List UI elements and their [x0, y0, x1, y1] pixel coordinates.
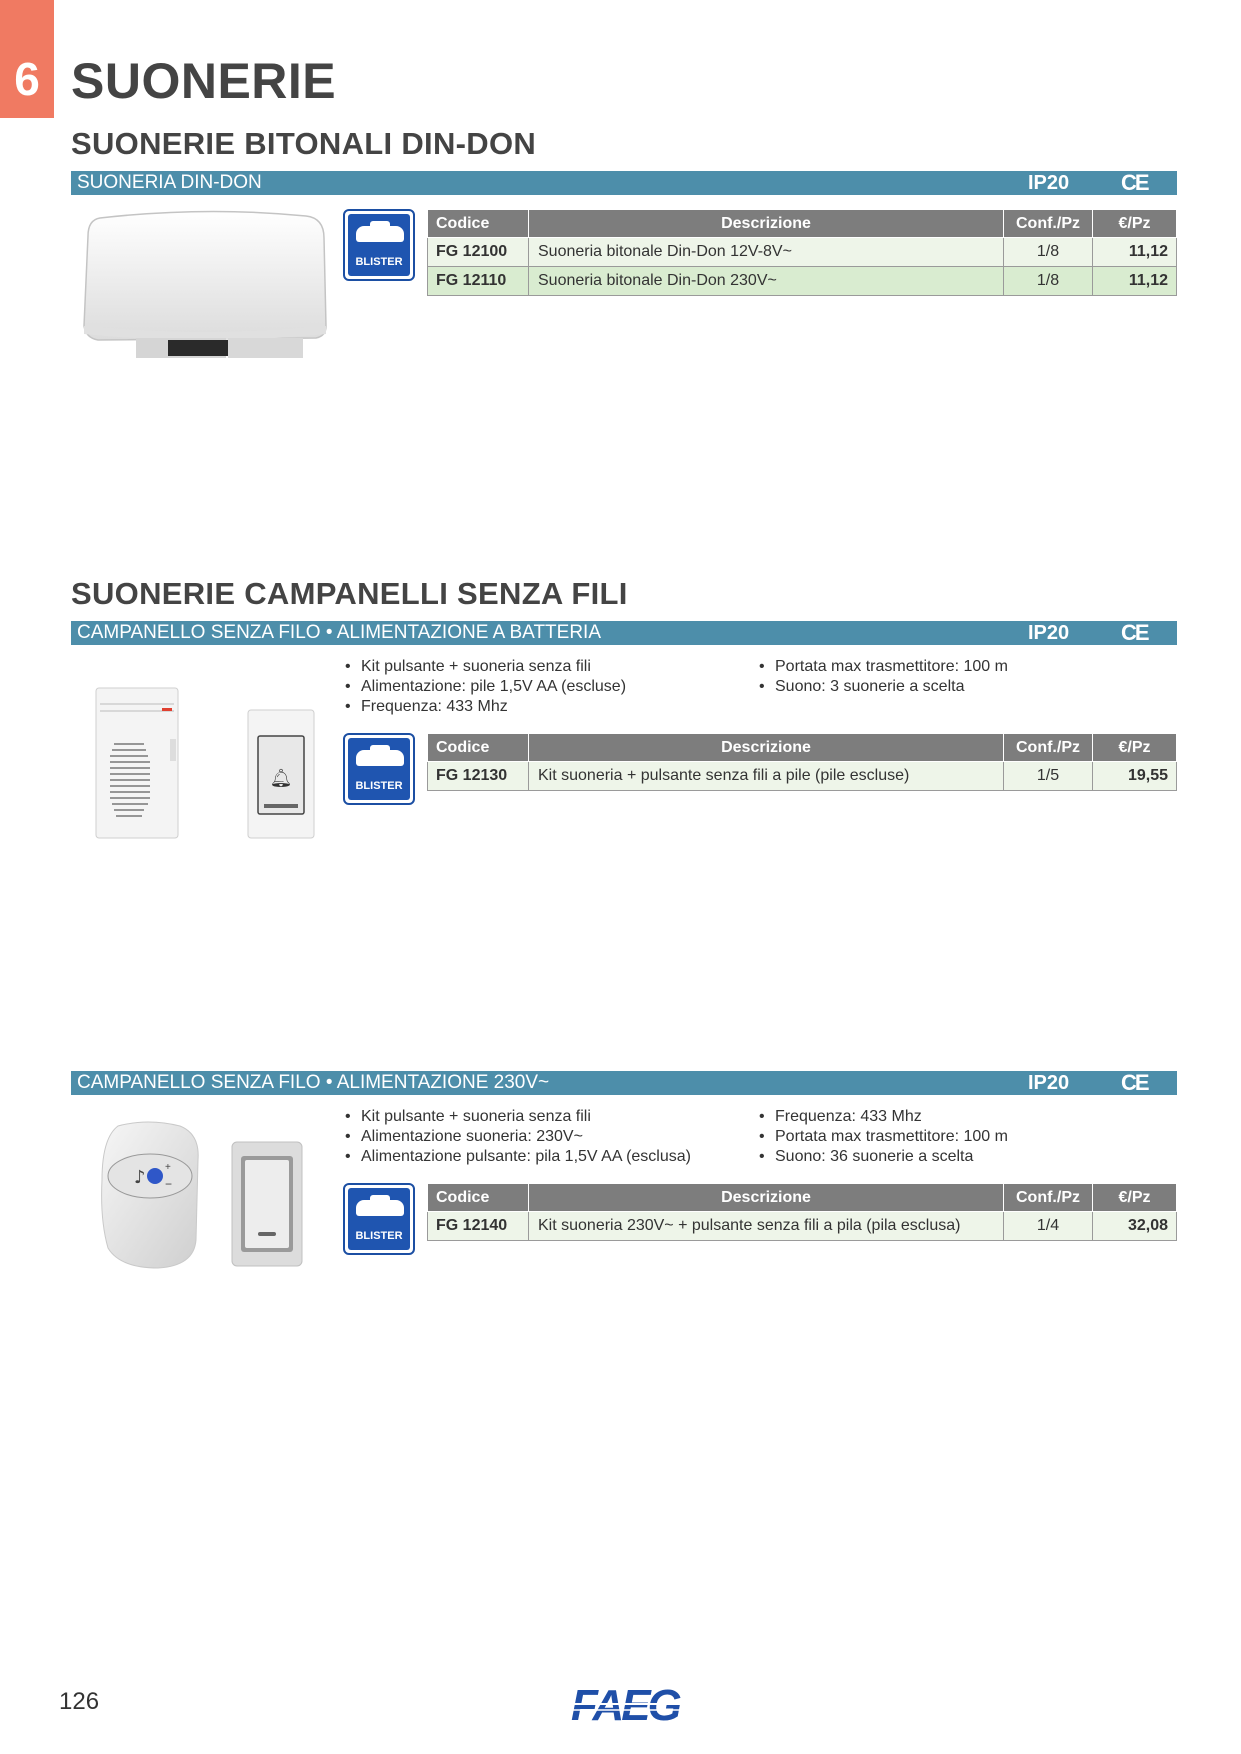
ip-rating: IP20 — [1028, 1072, 1070, 1094]
blister-label: BLISTER — [355, 256, 403, 268]
product-bar-din-don — [71, 171, 1177, 195]
table-header-row — [428, 210, 1177, 238]
feature-item: • Kit pulsante + suoneria senza fili — [345, 1107, 691, 1127]
product-description: Kit suoneria 230V~ + pulsante senza fili a pila (pila esclusa) — [529, 1212, 1004, 1241]
ip-rating: IP20 — [1028, 622, 1070, 644]
header-description: Descrizione — [529, 210, 1004, 238]
feature-item: • Portata max trasmettitore: 100 m — [759, 657, 1008, 677]
product-price: 19,55 — [1093, 762, 1177, 791]
header-price: €/Pz — [1093, 1184, 1177, 1212]
header-conf: Conf./Pz — [1004, 734, 1093, 762]
section-title-din-don: SUONERIE BITONALI DIN-DON — [71, 126, 537, 161]
chapter-title: SUONERIE — [71, 53, 337, 109]
feature-item: • Frequenza: 433 Mhz — [345, 697, 626, 717]
header-price: €/Pz — [1093, 210, 1177, 238]
product-price: 11,12 — [1093, 267, 1177, 296]
product-code: FG 12110 — [428, 267, 529, 296]
din-don-chime-image — [80, 208, 330, 368]
product-conf: 1/8 — [1004, 267, 1093, 296]
blister-icon — [343, 733, 415, 805]
product-price: 32,08 — [1093, 1212, 1177, 1241]
product-bar-title: CAMPANELLO SENZA FILO • ALIMENTAZIONE 230V~ — [77, 1072, 550, 1093]
svg-text:−: − — [165, 1177, 173, 1191]
ce-mark: CE — [1121, 170, 1148, 195]
blister-label: BLISTER — [355, 780, 403, 792]
header-description: Descrizione — [529, 1184, 1004, 1212]
product-conf: 1/4 — [1004, 1212, 1093, 1241]
feature-item: • Suono: 3 suonerie a scelta — [759, 677, 1008, 697]
header-description: Descrizione — [529, 734, 1004, 762]
product-code: FG 12130 — [428, 762, 529, 791]
product-bar-battery — [71, 621, 1177, 645]
ce-mark: CE — [1121, 1070, 1148, 1095]
header-conf: Conf./Pz — [1004, 1184, 1093, 1212]
table-header-row — [428, 1184, 1177, 1212]
product-table-din-don — [427, 209, 1177, 296]
table-row — [428, 238, 1177, 267]
feature-list-left — [345, 1107, 691, 1167]
feature-item: • Kit pulsante + suoneria senza fili — [345, 657, 626, 677]
product-table-battery — [427, 733, 1177, 791]
chapter-number: 6 — [14, 53, 40, 105]
mains-doorbell-kit-image — [98, 1120, 308, 1277]
table-row — [428, 267, 1177, 296]
section-title-wireless: SUONERIE CAMPANELLI SENZA FILI — [71, 576, 628, 611]
product-bar-title: CAMPANELLO SENZA FILO • ALIMENTAZIONE A BATTERIA — [77, 622, 602, 643]
svg-text:🔔︎: 🔔︎ — [269, 768, 293, 789]
table-row — [428, 1212, 1177, 1241]
product-conf: 1/5 — [1004, 762, 1093, 791]
product-code: FG 12100 — [428, 238, 529, 267]
product-description: Suoneria bitonale Din-Don 12V-8V~ — [529, 238, 1004, 267]
table-header-row — [428, 734, 1177, 762]
header-code: Codice — [428, 734, 529, 762]
svg-text:+: + — [165, 1162, 171, 1173]
feature-item: • Alimentazione suoneria: 230V~ — [345, 1127, 691, 1147]
feature-list-right — [759, 657, 1008, 697]
product-price: 11,12 — [1093, 238, 1177, 267]
page-number: 126 — [59, 1688, 100, 1715]
feature-item: • Suono: 36 suonerie a scelta — [759, 1147, 1008, 1167]
header-price: €/Pz — [1093, 734, 1177, 762]
feature-item: • Alimentazione pulsante: pila 1,5V AA (esclusa) — [345, 1147, 691, 1167]
product-description: Kit suoneria + pulsante senza fili a pile (pile escluse) — [529, 762, 1004, 791]
header-conf: Conf./Pz — [1004, 210, 1093, 238]
product-code: FG 12140 — [428, 1212, 529, 1241]
product-conf: 1/8 — [1004, 238, 1093, 267]
faeg-logo — [569, 1684, 681, 1726]
blister-label: BLISTER — [355, 1230, 403, 1242]
product-description: Suoneria bitonale Din-Don 230V~ — [529, 267, 1004, 296]
header-code: Codice — [428, 210, 529, 238]
feature-item: • Portata max trasmettitore: 100 m — [759, 1127, 1008, 1147]
feature-list-right — [759, 1107, 1008, 1167]
table-row — [428, 762, 1177, 791]
battery-doorbell-kit-image — [92, 684, 322, 847]
feature-item: • Alimentazione: pile 1,5V AA (escluse) — [345, 677, 626, 697]
blister-icon — [343, 209, 415, 281]
svg-text:FAEG: FAEG — [571, 1684, 679, 1726]
header-code: Codice — [428, 1184, 529, 1212]
feature-item: • Frequenza: 433 Mhz — [759, 1107, 1008, 1127]
blister-icon — [343, 1183, 415, 1255]
product-bar-title: SUONERIA DIN-DON — [77, 172, 262, 193]
product-bar-230v — [71, 1071, 1177, 1095]
ce-mark: CE — [1121, 620, 1148, 645]
svg-text:♪: ♪ — [134, 1167, 146, 1188]
product-table-230v — [427, 1183, 1177, 1241]
ip-rating: IP20 — [1028, 172, 1070, 194]
feature-list-left — [345, 657, 626, 717]
